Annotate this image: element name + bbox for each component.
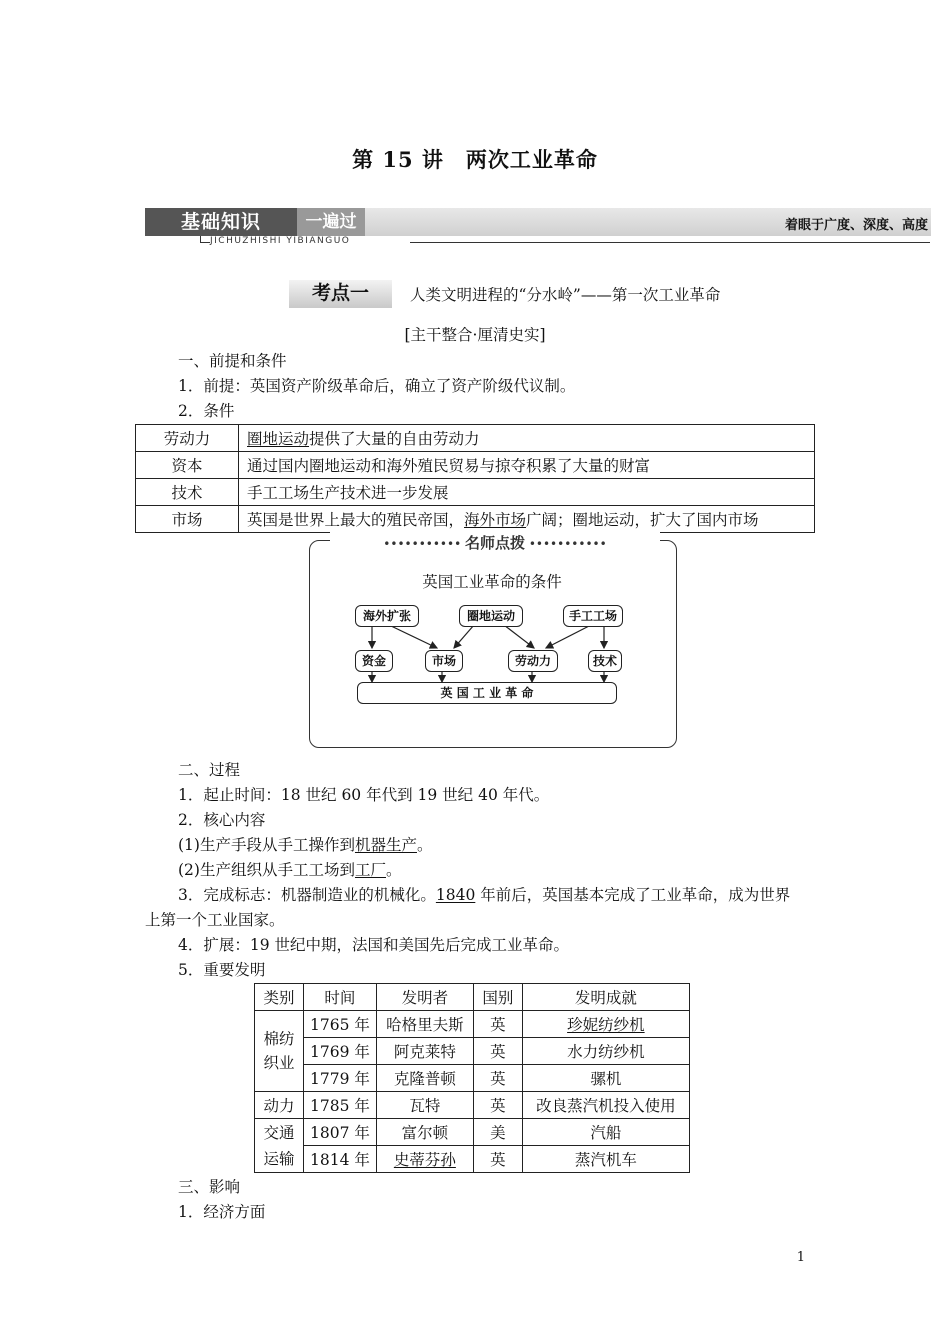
table-header-row [255,984,690,1011]
country-cell: 英 [473,1092,522,1119]
s2-l3: (1)生产手段从手工操作到机器生产。 [178,836,433,854]
kaodian-badge: 考点一 [289,280,392,308]
s2-l4: (2)生产组织从手工工场到工厂。 [178,861,402,879]
time-cell: 1765 年 [304,1011,377,1038]
achievement-cell: 汽船 [522,1119,689,1146]
banner-slogan: 着眼于广度、深度、高度 [784,218,928,233]
time-cell: 1785 年 [304,1092,377,1119]
page-title: 第 15 讲 两次工业革命 [352,147,598,172]
header-cell: 类别 [255,984,304,1011]
pinyin-line-right [410,242,930,243]
s1-item2: 2．条件 [178,402,235,420]
s3-heading: 三、影响 [178,1178,241,1196]
country-cell: 美 [473,1119,522,1146]
inventor-cell: 富尔顿 [376,1119,473,1146]
node-overseas: 海外扩张 [355,605,419,627]
conditions-table [135,424,815,533]
pinyin-line [200,242,210,243]
category-cell: 交通运输 [255,1119,304,1173]
table-row [255,1038,690,1065]
banner-main: 基础知识 [145,208,297,236]
s2-l7: 4．扩展：19 世纪中期，法国和美国先后完成工业革命。 [178,936,570,954]
node-market: 市场 [425,650,463,672]
header-cell: 时间 [304,984,377,1011]
banner-sub: 一遍过 [297,208,365,236]
time-cell: 1807 年 [304,1119,377,1146]
node-enclosure: 圈地运动 [459,605,523,627]
table-row [136,479,815,506]
table-row [255,1146,690,1173]
inventions-table [254,983,690,1173]
table-row [255,1092,690,1119]
s2-l1: 1．起止时间：18 世纪 60 年代到 19 世纪 40 年代。 [178,786,550,804]
s2-heading: 二、过程 [178,761,241,779]
achievement-cell: 改良蒸汽机投入使用 [522,1092,689,1119]
cond-key: 技术 [136,479,239,506]
inventor-cell: 瓦特 [376,1092,473,1119]
country-cell: 英 [473,1146,522,1173]
page-number: 1 [796,1250,805,1265]
banner-pinyin: JICHUZHISHI YIBIANGUO [210,236,351,246]
cond-value: 手工工场生产技术进一步发展 [239,479,815,506]
inventor-cell: 阿克莱特 [376,1038,473,1065]
kaodian-title: 人类文明进程的“分水岭”——第一次工业革命 [410,286,721,304]
s2-l8: 5．重要发明 [178,961,266,979]
achievement-cell: 珍妮纺纱机 [522,1011,689,1038]
node-result: 英 国 工 业 革 命 [357,682,617,704]
s1-item1: 1．前提：英国资产阶级革命后，确立了资产阶级代议制。 [178,377,576,395]
achievement-cell: 水力纺纱机 [522,1038,689,1065]
achievement-cell: 骡机 [522,1065,689,1092]
table-row [255,1119,690,1146]
header-cell: 发明者 [376,984,473,1011]
achievement-cell: 蒸汽机车 [522,1146,689,1173]
table-row [255,1065,690,1092]
cond-key: 资本 [136,452,239,479]
time-cell: 1814 年 [304,1146,377,1173]
table-row [255,1011,690,1038]
s2-l2: 2．核心内容 [178,811,266,829]
node-labor: 劳动力 [508,650,558,672]
cond-key: 市场 [136,506,239,533]
header-cell: 国别 [473,984,522,1011]
country-cell: 英 [473,1011,522,1038]
country-cell: 英 [473,1038,522,1065]
cond-value: 英国是世界上最大的殖民帝国，海外市场广阔；圈地运动，扩大了国内市场 [239,506,815,533]
cond-value: 通过国内圈地运动和海外殖民贸易与掠夺积累了大量的财富 [239,452,815,479]
s2-l6: 上第一个工业国家。 [145,911,285,929]
s3-l1: 1．经济方面 [178,1203,266,1221]
node-tech: 技术 [588,650,622,672]
category-cell: 棉纺织业 [255,1011,304,1092]
header-cell: 发明成就 [522,984,689,1011]
s2-l5: 3．完成标志：机器制造业的机械化。1840 年前后，英国基本完成了工业革命，成为世界 [178,886,791,904]
country-cell: 英 [473,1065,522,1092]
node-workshop: 手工工场 [563,605,623,627]
inventor-cell: 克隆普顿 [376,1065,473,1092]
s1-heading: 一、前提和条件 [178,352,287,370]
inventor-cell: 哈格里夫斯 [376,1011,473,1038]
section-tag: [主干整合·厘清史实] [404,326,546,344]
tip-caption: 英国工业革命的条件 [422,573,562,591]
table-row [136,506,815,533]
node-capital: 资金 [355,650,393,672]
table-row [136,425,815,452]
time-cell: 1779 年 [304,1065,377,1092]
tip-header: ••••••••••• 名师点拨 ••••••••••• [330,532,660,550]
cond-value: 圈地运动提供了大量的自由劳动力 [239,425,815,452]
category-cell: 动力 [255,1092,304,1119]
cond-key: 劳动力 [136,425,239,452]
table-row [136,452,815,479]
inventor-cell: 史蒂芬孙 [376,1146,473,1173]
time-cell: 1769 年 [304,1038,377,1065]
